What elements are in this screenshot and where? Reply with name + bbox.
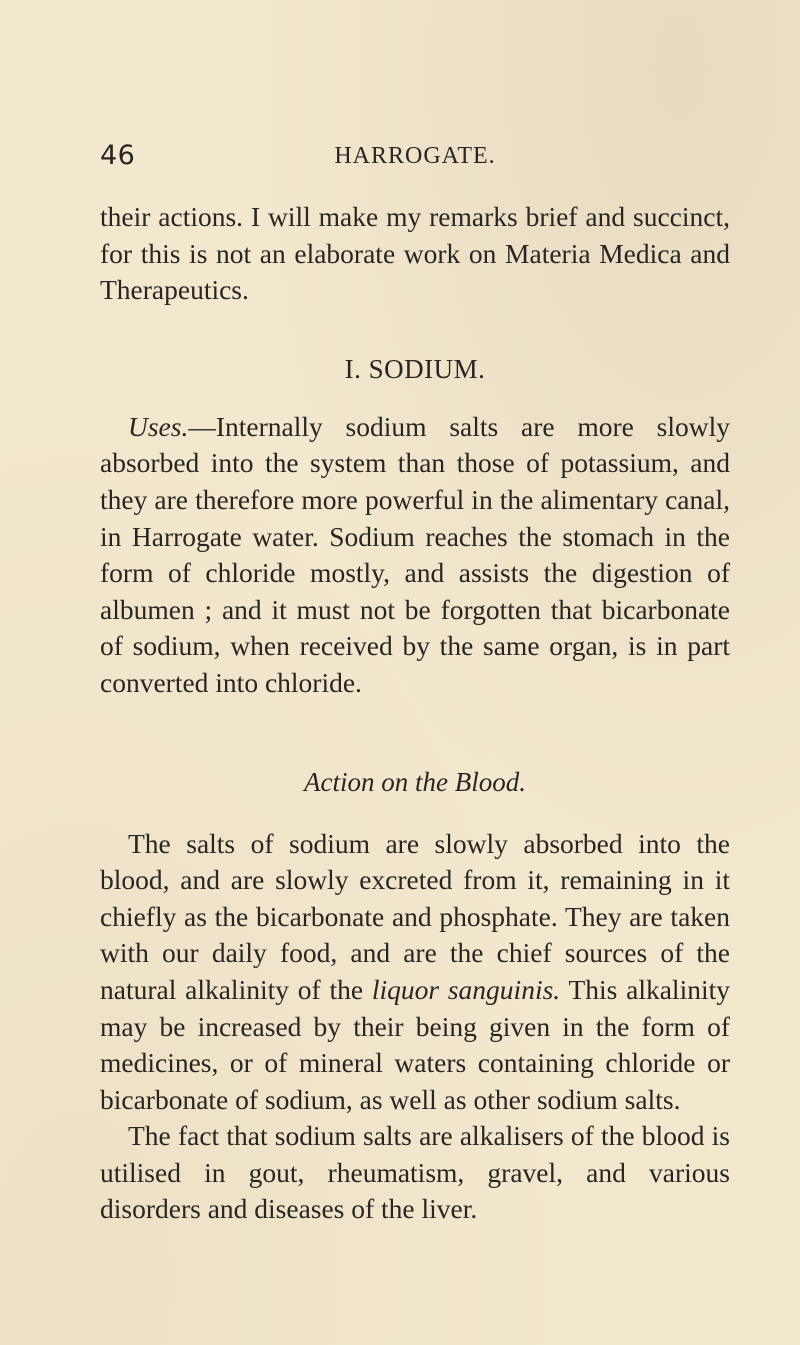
intro-paragraph: their actions. I will make my remarks brief and succinct, for this is not an elaborate work on Materia Medica and Therapeutics. (100, 201, 730, 306)
running-header (100, 140, 730, 176)
section-heading: I. SODIUM. (344, 353, 486, 384)
page-number: 46 (100, 140, 136, 171)
uses-text: —Internally sodium salts are more slowly absorbed into the system than those of potassium, and they are therefore more powerful in the alimentary canal, in Harrogate water. Sodium reaches the stomach in the form of chloride mostly, and assists the digestion of albumen ; and it must not be forgotten that bicarbonate of sodium, when received by the same organ, is in part converted into chloride. (100, 410, 730, 698)
subheading-action-on-blood: Action on the Blood. (304, 766, 526, 797)
uses-paragraph (100, 409, 730, 702)
latin-term: liquor sanguinis. (371, 973, 561, 1005)
blood-paragraph-1 (100, 826, 730, 1119)
blood-paragraph-2: The fact that sodium salts are alkalisers of the blood is utilised in gout, rheumatism, gravel, and various disorders and diseases of the liver. (100, 1120, 730, 1225)
running-title: HARROGATE. (334, 143, 496, 169)
blood-paragraph-1-end: This alkalinity may be increased by their being given in the form of medicines, or of mineral waters containing chloride or bicarbonate of sodium, as well as other sodium salts. (100, 973, 730, 1115)
blood-paragraph-1-start: The salts of sodium are slowly absorbed into the blood, and are slowly excreted from it, remaining in it chiefly as the bicarbonate and phosphate. They are taken with our daily food, and are the chief sources of the natural alkalinity of the (100, 827, 730, 1005)
uses-label: Uses. (128, 410, 189, 442)
book-page (100, 140, 730, 1228)
